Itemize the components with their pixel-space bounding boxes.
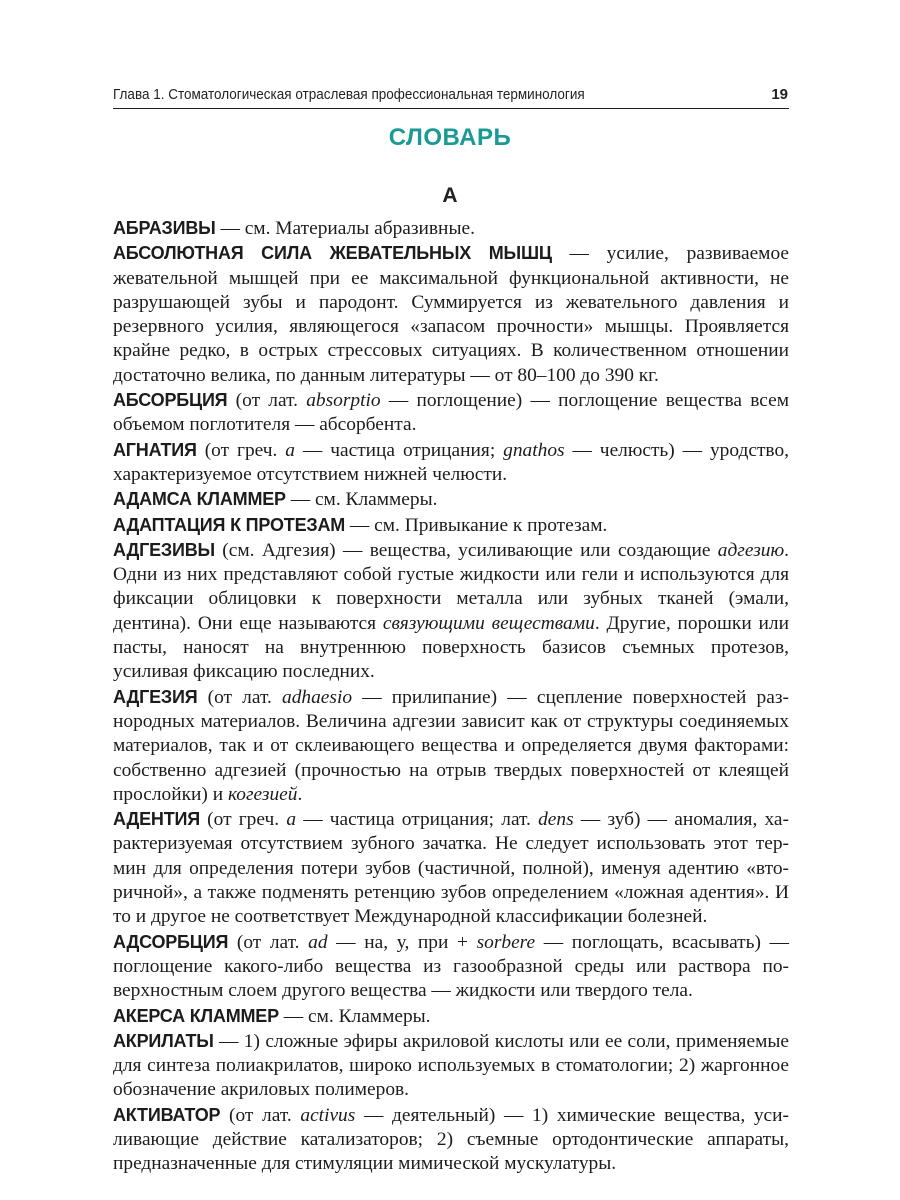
entry-text: (от лат. [220, 1104, 301, 1126]
entry-italic-text: адгезию [717, 539, 785, 561]
dictionary-entry [113, 807, 789, 929]
dictionary-entry [113, 388, 789, 438]
entry-text: — поглощать, всасывать) — поглощение какого-либо вещества из газообразной среды или раствора поверхностным слоем другого вещества — жидкости или твердого тела. [113, 931, 789, 1002]
entry-text: — усилие, развиваемое жевательной мышцей при ее максимальной функциональной активности, не разрушающей зубы и пародонт. Суммируется из жевательного давления и резервного усилия, являющегося «запасом прочности» мышцы. Проявляется крайне редко, в острых стрессовых ситуациях. В количественном отношении достаточно велика, по данным литературы — от 80–100 до 390 кг. [113, 243, 789, 386]
dictionary-entry [113, 438, 789, 488]
entry-term: АКТИВАТОР [113, 1104, 221, 1125]
section-title: СЛОВАРЬ [388, 124, 512, 151]
entry-term: АБСОЛЮТНАЯ СИЛА ЖЕВАТЕЛЬНЫХ МЫШЦ [113, 243, 552, 264]
dictionary-entry [113, 1004, 789, 1029]
entry-text: — см. Кламмеры. [285, 489, 438, 511]
entry-text: — частица отрицания; [295, 439, 504, 461]
entry-italic-text: gnathos [503, 439, 565, 461]
entry-italic-text: ad [308, 931, 328, 953]
entry-text: . Одни из них представляют собой густые жидкости или гели и используются для фиксации облицовки к поверхности металла или зубных тканей (эмали, дентина). Они еще называются [113, 539, 789, 634]
entry-italic-text: когезией [227, 783, 298, 805]
entry-text: — прилипание) — сцепление поверхностей разнородных материалов. Величина адгезии зависит как от структуры соединяемых материалов, так и от склеивающего вещества и определяется двумя факторами: собственно адгезией (прочностью на отрыв твердых поверхностей от клеящей прослойки) и [113, 686, 789, 805]
dictionary-entry [113, 241, 789, 388]
entry-text: . Другие, порошки или пасты, наносят на внутреннюю поверхность базисов съемных протезов, усиливая фиксацию последних. [113, 612, 789, 683]
entry-term: АБРАЗИВЫ [113, 218, 216, 238]
entry-text: (от лат. [197, 686, 283, 708]
entry-text: — см. Привыкание к протезам. [345, 514, 608, 536]
entry-text: (от греч. [196, 439, 286, 461]
dictionary-entry [113, 513, 789, 538]
dictionary-entry [113, 538, 789, 685]
entry-italic-text: a [286, 809, 297, 831]
entry-italic-text: a [285, 439, 295, 461]
entry-term: АДЕНТИЯ [113, 809, 200, 830]
dictionary-entries [113, 216, 789, 1177]
entry-text: . [297, 783, 303, 805]
dictionary-entry [113, 930, 789, 1004]
entry-term: АДАМСА КЛАММЕР [113, 489, 286, 510]
dictionary-entry [113, 487, 789, 512]
entry-text: (от греч. [199, 809, 287, 831]
entry-text: (от лат. [228, 931, 309, 953]
entry-text: — челюсть) — уродство, характеризуемое отсутствием нижней челюсти. [113, 439, 789, 485]
entry-text: — 1) сложные эфиры акриловой кислоты или ее соли, применяемые для синтеза полиакрилатов, широко используемых в стоматологии; 2) жаргонное обозначение акриловых полимеров. [113, 1030, 789, 1101]
entry-term: АДАПТАЦИЯ К ПРОТЕЗАМ [113, 514, 346, 535]
entry-term: АКРИЛАТЫ [113, 1030, 214, 1051]
entry-text: — частица отрицания; лат. [296, 809, 539, 831]
dictionary-entry [113, 216, 789, 241]
dictionary-entry [113, 685, 789, 807]
entry-text: — деятельный) — 1) химические вещества, усиливающие действие катализаторов; 2) съемные ортодонтические аппараты, предназначенные для стимуляции мимической мускулатуры. [113, 1104, 790, 1175]
header-rule [113, 108, 789, 109]
entry-term: АКЕРСА КЛАММЕР [113, 1005, 279, 1026]
entry-text: — см. Кламмеры. [278, 1005, 431, 1027]
entry-italic-text: activus [300, 1104, 356, 1126]
entry-italic-text: связующими веществами [382, 612, 595, 634]
entry-italic-text: adhaesio [282, 686, 353, 708]
entry-term: АДСОРБЦИЯ [113, 931, 229, 952]
dictionary-entry [113, 1103, 789, 1177]
entry-text: — зуб) — аномалия, характеризуемая отсутствием зубного зачатка. Не следует использовать этот термин для определения потери зубов (частичной, полной), именуя адентию «вторичной», а также подменять ретенцию зубов определением «ложная адентия». И то и другое не соответствует Международной классификации болезней. [113, 809, 789, 928]
page-number: 19 [771, 86, 788, 103]
entry-term: АДГЕЗИЯ [113, 686, 198, 707]
entry-italic-text: absorptio [306, 390, 381, 412]
entry-italic-text: sorbere [476, 931, 536, 953]
chapter-title: Глава 1. Стоматологическая отраслевая профессиональная терминология [113, 86, 585, 103]
entry-term: АДГЕЗИВЫ [113, 539, 215, 560]
entry-text: (от лат. [227, 390, 307, 412]
entry-term: АБСОРБЦИЯ [113, 390, 228, 411]
entry-text: — на, у, при + [327, 931, 477, 953]
dictionary-entry [113, 1029, 789, 1103]
letter-heading: А [442, 184, 458, 207]
entry-text: — поглощение) — поглощение вещества всем объемом поглотителя — абсорбента. [113, 390, 789, 436]
entry-term: АГНАТИЯ [113, 439, 197, 460]
entry-italic-text: dens [538, 809, 574, 831]
entry-text: (см. Адгезия) — вещества, усиливающие или создающие [214, 539, 718, 561]
entry-text: — см. Материалы абразивные. [215, 218, 475, 239]
